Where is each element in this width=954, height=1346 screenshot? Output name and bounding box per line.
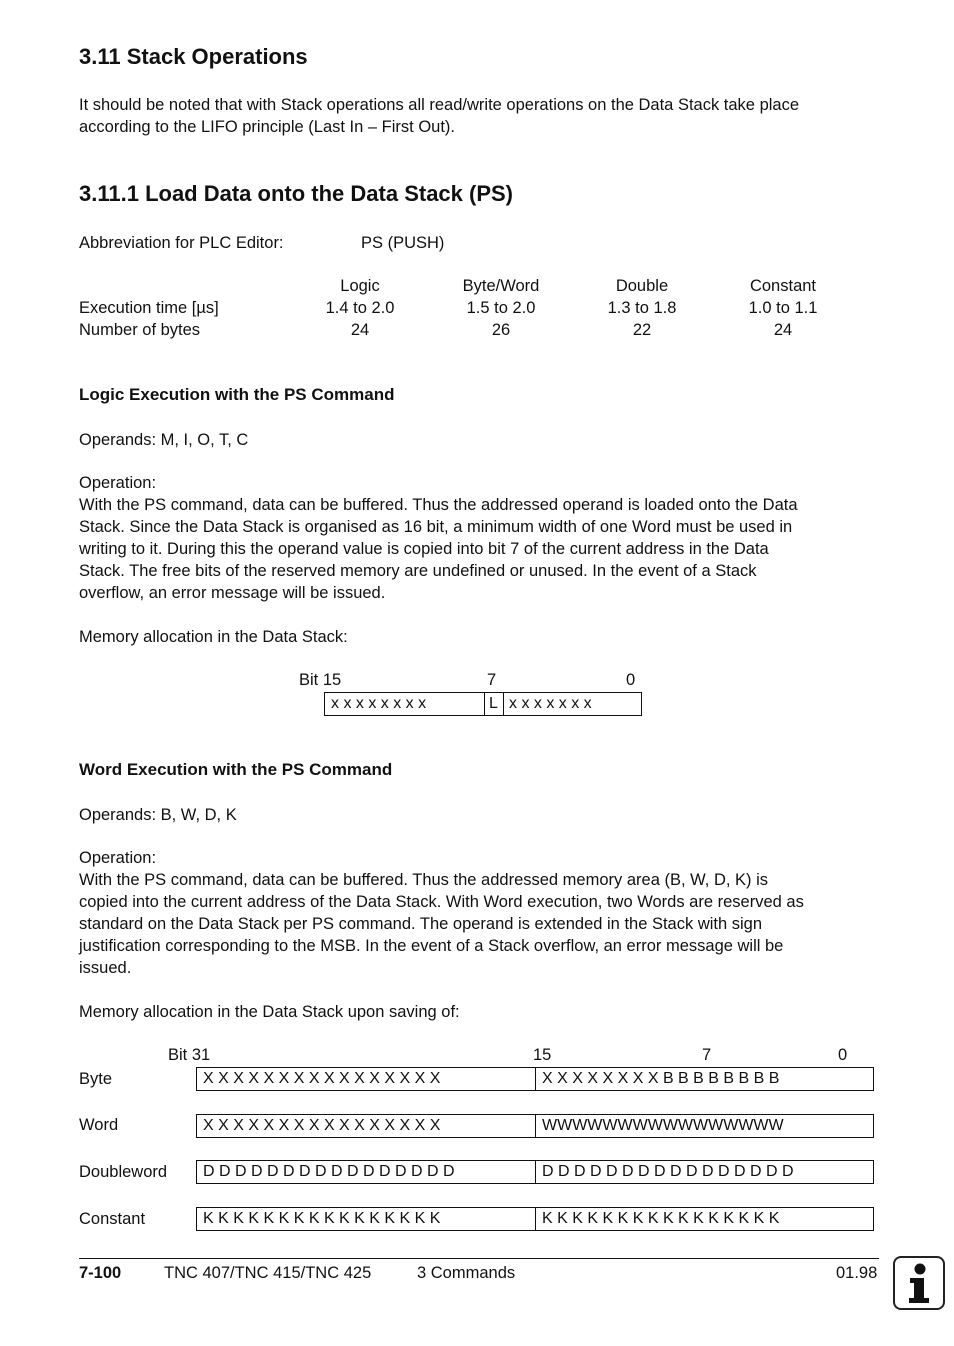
constant-low-word: K K K K K K K K K K K K K K K K [535,1208,873,1230]
logic-operands: Operands: M, I, O, T, C [79,431,249,449]
byte-high-word: X X X X X X X X X X X X X X X X [203,1070,441,1087]
footer-rule [79,1258,879,1259]
bit-label-7: 7 [702,1046,712,1064]
col-header-byteword: Byte/Word [462,277,540,295]
logic-high-bits: x x x x x x x x [331,695,427,712]
bit-label-31: Bit 31 [168,1046,211,1064]
logic-bit-L: L [484,693,504,715]
table-cell: 24 [773,321,793,339]
issue-date: 01.98 [836,1264,878,1282]
col-header-double: Double [615,277,669,295]
page-number: 7-100 [79,1264,122,1282]
logic-operation-label: Operation: [79,474,157,492]
row-label-word: Word [79,1116,119,1134]
word-low-word: WWWWWWWWWWWWWWWW [535,1115,873,1137]
word-operation-text: With the PS command, data can be buffered. Thus the addressed memory area (B, W, D, K) is copied into the current address of the Data Stack. With Word execution, two Words are reserved as standard on the Data Stack per PS command. The operand is extended in the Stack with sign justification corresponding to the MSB. In the event of a Stack overflow, an error message will be issued. [79,871,804,977]
logic-operation-text: With the PS command, data can be buffered. Thus the addressed operand is loaded onto the Data Stack. Since the Data Stack is organised as 16 bit, a minimum width of one Word must be used in writing to it. During this the operand value is copied into bit 7 of the current address in the Data Stack. The free bits of the reserved memory are undefined or unused. In the event of a Stack overflow, an error message will be issued. [79,496,798,602]
word-high-word: X X X X X X X X X X X X X X X X [203,1117,441,1134]
word-memory-label: Memory allocation in the Data Stack upon saving of: [79,1003,460,1021]
bit-label-7: 7 [487,671,497,689]
row-label-constant: Constant [79,1210,146,1228]
row-label-doubleword: Doubleword [79,1163,168,1181]
word-stack-row [196,1114,874,1138]
doubleword-low-word: D D D D D D D D D D D D D D D D [535,1161,873,1183]
logic-low-bits: x x x x x x x [509,695,592,712]
table-cell: 24 [350,321,370,339]
col-header-constant: Constant [749,277,817,295]
word-operands: Operands: B, W, D, K [79,806,237,824]
bit-label-0: 0 [838,1046,848,1064]
bit-label-15: 15 [533,1046,552,1064]
bit-label-15: Bit 15 [299,671,342,689]
chapter-name: 3 Commands [417,1264,516,1282]
subsection-title: 3.11.1 Load Data onto the Data Stack (PS) [79,181,514,206]
logic-heading: Logic Execution with the PS Command [79,385,395,404]
col-header-logic: Logic [340,277,380,295]
product-name: TNC 407/TNC 415/TNC 425 [164,1264,372,1282]
byte-stack-row [196,1067,874,1091]
row-label-exec-time: Execution time [µs] [79,299,219,317]
section-title: 3.11 Stack Operations [79,44,308,69]
doubleword-high-word: D D D D D D D D D D D D D D D D [203,1163,455,1180]
constant-high-word: K K K K K K K K K K K K K K K K [203,1210,441,1227]
abbrev-label: Abbreviation for PLC Editor: [79,234,284,252]
bit-label-0: 0 [626,671,636,689]
logic-memory-label: Memory allocation in the Data Stack: [79,628,348,646]
logic-stack-word [324,692,642,716]
row-label-byte: Byte [79,1070,113,1088]
word-operation-label: Operation: [79,849,157,867]
constant-stack-row [196,1207,874,1231]
section-intro: It should be noted that with Stack operations all read/write operations on the Data Stack take place according to the LIFO principle (Last In – First Out). [79,96,800,136]
table-cell: 1.5 to 2.0 [466,299,536,317]
doubleword-stack-row [196,1160,874,1184]
table-cell: 22 [632,321,652,339]
table-cell: 1.4 to 2.0 [325,299,395,317]
byte-low-word: X X X X X X X X B B B B B B B B [535,1068,873,1090]
word-heading: Word Execution with the PS Command [79,760,393,779]
table-cell: 1.0 to 1.1 [748,299,818,317]
info-icon [893,1256,945,1310]
table-cell: 26 [491,321,511,339]
abbrev-value: PS (PUSH) [361,234,445,252]
row-label-bytes: Number of bytes [79,321,201,339]
table-cell: 1.3 to 1.8 [607,299,677,317]
